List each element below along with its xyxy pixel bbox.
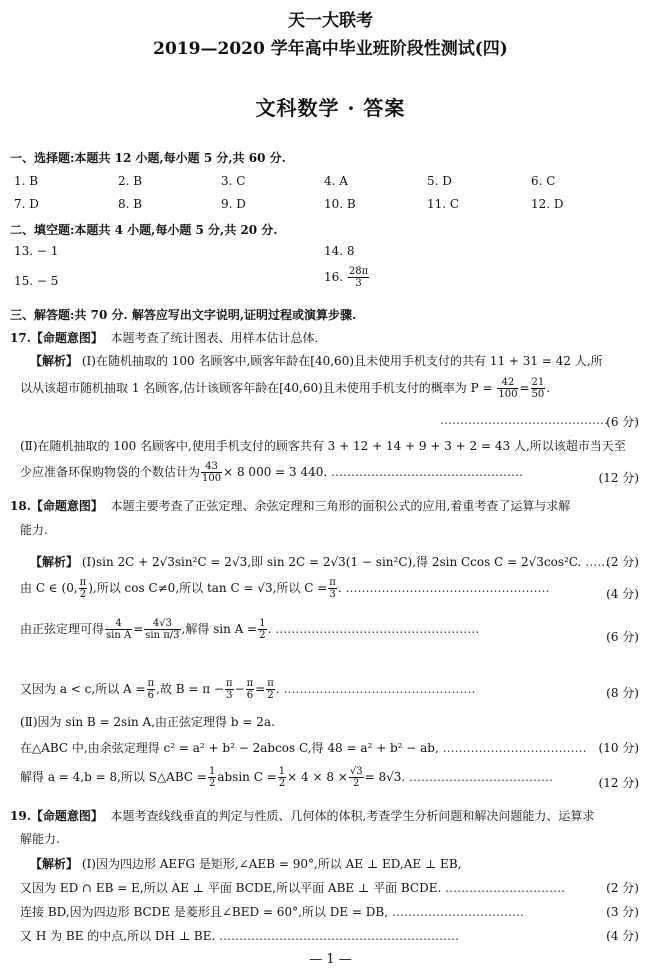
q18-score3: (6 分)	[606, 630, 639, 644]
q18-l2b: ),所以 cos C≠0,所以 tan C = √3,所以 C =	[88, 581, 328, 595]
q19-score1: (2 分)	[606, 881, 639, 895]
exam-title: 2019—2020 学年高中毕业班阶段性测试(四)	[153, 39, 508, 59]
q19-line3	[20, 903, 524, 920]
q18-l3c: .	[267, 622, 272, 636]
q18-l3b: ,解得 sin A =	[181, 622, 258, 636]
q19-line4-text: 又 H 为 BE 的中点,所以 DH ⊥ BE.	[20, 929, 216, 943]
q17-intent-text: 本题考查了统计图表、用样本估计总体.	[110, 331, 319, 345]
q17-dots2: …………………………………………	[331, 465, 524, 479]
q18-l4a: 又因为 a < c,所以 A =	[20, 682, 146, 696]
q17-line2-text: 以从该超市随机抽取 1 名顾客,估计该顾客年龄在[40,60)且未使用手机支付的概率为 P =	[20, 381, 493, 395]
q17-dots1: ……………………………………	[440, 413, 608, 427]
q18-f-half2: $\frac{1}{2}$	[278, 766, 286, 789]
q17-line1	[30, 352, 603, 369]
q18-line5: (Ⅱ)因为 sin B = 2sin A,由正弦定理得 b = 2a.	[20, 715, 275, 729]
q18-f-pi6b: $\frac{\pi}{6}$	[246, 678, 254, 701]
q17-bag-fraction: $\frac{43}{100}$	[202, 461, 222, 484]
q17-period: .	[546, 381, 551, 395]
q17-intent	[10, 329, 318, 346]
q18-score1: (2 分)	[606, 555, 639, 569]
q19-intent-text: 本题考查线线垂直的判定与性质、几何体的体积,考查学生分析问题和解决问题能力、运算求	[110, 809, 595, 823]
answer-16	[324, 266, 370, 289]
q18-l7c: × 4 × 8 ×	[287, 770, 348, 784]
q18-fraction-4r3: $\frac{4√3}{\text{sin π/3}}$	[145, 618, 180, 641]
answer-6: 6. C	[531, 174, 556, 188]
answer-15: 15. − 5	[14, 274, 59, 288]
q18-l7b: absin C =	[217, 770, 277, 784]
q17-line2	[20, 377, 550, 400]
org-title: 天一大联考	[288, 11, 373, 31]
answer-13: 13. − 1	[14, 244, 59, 258]
q18-analysis-tag: 【解析】	[30, 555, 79, 569]
q17-score2: (12 分)	[598, 471, 639, 485]
q17-analysis-tag: 【解析】	[30, 354, 79, 368]
q18-line2	[20, 577, 550, 600]
section3-heading: 三、解答题:共 70 分. 解答应写出文字说明,证明过程或演算步骤.	[10, 308, 357, 322]
q17-eq: =	[519, 381, 530, 395]
q19-line1-text: (Ⅰ)因为四边形 AEFG 是矩形,∠AEB = 90°,所以 AE ⊥ ED,AE ⊥ EB,	[81, 857, 462, 871]
section1-heading: 一、选择题:本题共 12 小题,每小题 5 分,共 60 分.	[10, 151, 286, 165]
q18-line6	[20, 739, 587, 756]
q18-fraction-pi3: $\frac{\pi}{3}$	[329, 577, 336, 600]
q18-l2a: 由 C ∈ (0,	[20, 581, 78, 595]
q18-fraction-4sinA: $\frac{4}{\text{sin A}}$	[106, 618, 132, 641]
q18-l2c: .	[337, 581, 342, 595]
q18-score5: (10 分)	[598, 741, 639, 755]
answer-12: 12. D	[531, 197, 564, 211]
q18-line1	[30, 553, 609, 570]
q19-analysis-tag: 【解析】	[30, 857, 79, 871]
q17-intent-tag: 17.【命题意图】	[10, 331, 103, 345]
q19-intent	[10, 807, 594, 824]
q18-dots5: ………………………………	[442, 741, 587, 755]
q18-dots3: ……………………………………………	[275, 622, 480, 636]
q18-dots1: ……	[585, 555, 610, 569]
answer-3: 3. C	[221, 174, 246, 188]
q18-f-pi2b: $\frac{\pi}{2}$	[267, 678, 274, 701]
q18-l3a: 由正弦定理可得	[20, 622, 105, 636]
q18-l7d: = 8√3.	[364, 770, 406, 784]
answer-11: 11. C	[427, 197, 460, 211]
q17-line4-rest: × 8 000 = 3 440.	[223, 465, 328, 479]
q19-line1	[30, 855, 461, 872]
q18-line6-text: 在△ABC 中,由余弦定理得 c² = a² + b² − 2abcos C,得 48 = a² + b² − ab,	[20, 741, 439, 755]
q18-score2: (4 分)	[606, 587, 639, 601]
q18-intent-tag: 18.【命题意图】	[10, 499, 103, 513]
q19-line3-text: 连接 BD,因为四边形 BCDE 是菱形且∠BED = 60°,所以 DE = DB,	[20, 905, 389, 919]
answer-7: 7. D	[14, 197, 39, 211]
q18-dots2: ……………………………………………	[345, 581, 550, 595]
answer-16-label: 16.	[324, 270, 344, 284]
answer-10: 10. B	[324, 197, 356, 211]
q17-line3: (Ⅱ)在随机抽取的 100 名顾客中,使用手机支付的顾客共有 3 + 12 + 14 + 9 + 3 + 2 = 43 人,所以该超市当天至	[20, 439, 626, 453]
answer-16-fraction: $\frac{28\pi}{3}$	[348, 266, 369, 289]
q18-l4c: −	[234, 682, 245, 696]
answer-5: 5. D	[427, 174, 452, 188]
q18-l3eq: =	[133, 622, 144, 636]
q18-l4b: ,故 B = π −	[156, 682, 225, 696]
q18-intent	[10, 497, 570, 514]
q19-dots2: ……………………………	[391, 905, 524, 919]
q18-score6: (12 分)	[598, 776, 639, 790]
q18-l4e: .	[275, 682, 280, 696]
q18-line3	[20, 618, 479, 641]
answer-4: 4. A	[324, 174, 348, 188]
q18-l7a: 解得 a = 4,b = 8,所以 S△ABC =	[20, 770, 207, 784]
q17-line4	[20, 461, 523, 484]
q19-intent-tag: 19.【命题意图】	[10, 809, 103, 823]
page-number: — 1 —	[309, 952, 352, 967]
q18-intent-text: 本题主要考查了正弦定理、余弦定理和三角形的面积公式的应用,着重考查了运算与求解	[110, 499, 571, 513]
q18-f-pi6: $\frac{\pi}{6}$	[147, 678, 155, 701]
q18-f-half1: $\frac{1}{2}$	[208, 766, 216, 789]
q18-fraction-half: $\frac{1}{2}$	[259, 618, 266, 641]
q18-dots6: ………………………………	[409, 770, 554, 784]
q18-line7	[20, 766, 553, 789]
q17-line1-text: (Ⅰ)在随机抽取的 100 名顾客中,顾客年龄在[40,60)且未使用手机支付的共有 11 + 31 = 42 人,所	[81, 354, 603, 368]
q18-line4	[20, 678, 476, 701]
q19-intent-line2: 解能力.	[20, 832, 60, 846]
answer-9: 9. D	[221, 197, 246, 211]
section2-heading: 二、填空题:本题共 4 小题,每小题 5 分,共 20 分.	[10, 223, 278, 237]
q19-score2: (3 分)	[606, 905, 639, 919]
q19-score3: (4 分)	[606, 929, 639, 943]
q18-dots4: …………………………………………	[283, 682, 476, 696]
q18-intent-line2: 能力.	[20, 523, 48, 537]
q17-score1: (6 分)	[606, 415, 639, 429]
q19-line2	[20, 879, 565, 896]
q18-l4d: =	[255, 682, 266, 696]
answer-1: 1. B	[14, 174, 39, 188]
answer-8: 8. B	[118, 197, 143, 211]
q18-score4: (8 分)	[606, 686, 639, 700]
q18-line1-text: (Ⅰ)sin 2C + 2√3sin²C = 2√3,即 sin 2C = 2√3(1 − sin²C),得 2sin Ccos C = 2√3cos²C.	[81, 555, 582, 569]
q17-line4-text: 少应准备环保购物袋的个数估计为	[20, 465, 201, 479]
q17-prob-fraction1: $\frac{42}{100}$	[498, 377, 518, 400]
q19-dots1: …………………………	[445, 881, 566, 895]
q19-line2-text: 又因为 ED ∩ EB = E,所以 AE ⊥ 平面 BCDE,所以平面 ABE ⊥ 平面 BCDE.	[20, 881, 442, 895]
q18-fraction-pi2: $\frac{\pi}{2}$	[79, 577, 87, 600]
q18-f-pi3b: $\frac{\pi}{3}$	[226, 678, 233, 701]
subject-title: 文科数学 · 答案	[255, 96, 406, 120]
q19-dots3: ……………………………………………………	[219, 929, 460, 943]
q17-prob-fraction2: $\frac{21}{50}$	[531, 377, 545, 400]
q18-f-r3over2: $\frac{√3}{2}$	[349, 766, 363, 789]
q19-line4	[20, 927, 459, 944]
answer-14: 14. 8	[324, 244, 355, 258]
answer-2: 2. B	[118, 174, 143, 188]
